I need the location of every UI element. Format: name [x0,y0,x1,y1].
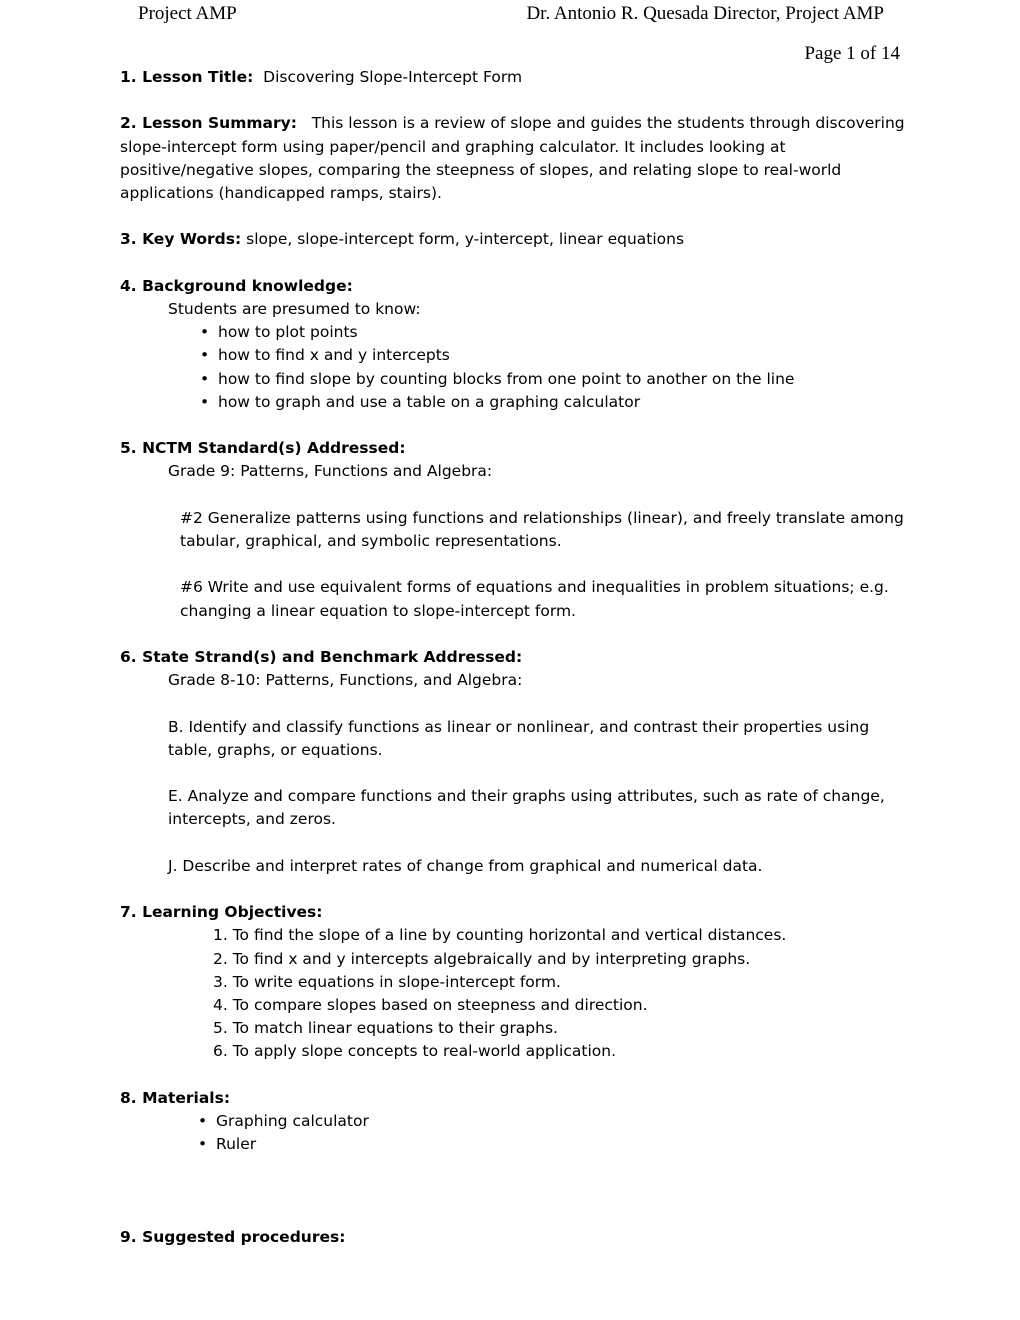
key-words-label: 3. Key Words: [120,230,242,249]
background-intro: Students are presumed to know: [168,299,421,318]
state-heading: 6. State Strand(s) and Benchmark Addressed: [120,647,523,666]
key-words-text: slope, slope-intercept form, y-intercept, linear equations [246,230,685,249]
list-item: • how to plot points [198,321,910,344]
objectives-list [120,924,910,1063]
benchmark-j: J. Describe and interpret rates of change from graphical and numerical data. [168,856,763,875]
list-item: • Ruler [196,1133,910,1156]
list-item: 3. To write equations in slope-intercept form. [213,972,561,991]
lesson-summary-text: This lesson is a review of slope and guides the students through discovering slope-intercept form using paper/pencil and graphing calculator. It includes looking at positive/negative slopes, comparing the steepness of slopes, and relating slope to real-world applications (handicapped ramps, stairs). [120,114,905,202]
document-body [120,66,910,1249]
list-item: 2. To find x and y intercepts algebraically and by interpreting graphs. [213,949,751,968]
list-item: 1. To find the slope of a line by counting horizontal and vertical distances. [213,926,787,945]
key-words [120,228,910,251]
background-heading: 4. Background knowledge: [120,276,353,295]
list-item: 5. To match linear equations to their graphs. [213,1019,558,1038]
list-item: 4. To compare slopes based on steepness and direction. [213,995,648,1014]
nctm-heading: 5. NCTM Standard(s) Addressed: [120,439,406,458]
benchmark-e: E. Analyze and compare functions and their graphs using attributes, such as rate of change, intercepts, and zeros. [168,787,885,829]
nctm-standard-6: #6 Write and use equivalent forms of equations and inequalities in problem situations; e.g. changing a linear equation to slope-intercept form. [180,578,889,620]
list-item: • how to find slope by counting blocks from one point to another on the line [198,368,910,391]
background-list [120,321,910,414]
page-number: Page 1 of 14 [804,43,900,64]
nctm-grade: Grade 9: Patterns, Functions and Algebra: [168,462,493,481]
header-project: Project AMP [138,3,237,24]
lesson-title-label: 1. Lesson Title: [120,68,254,86]
list-item: • how to graph and use a table on a graphing calculator [198,391,910,414]
lesson-title [120,66,910,89]
list-item: • how to find x and y intercepts [198,344,910,367]
lesson-summary-label: 2. Lesson Summary: [120,114,297,133]
nctm-standard-2: #2 Generalize patterns using functions and relationships (linear), and freely translate among tabular, graphical, and symbolic representations. [180,508,904,550]
materials-list [120,1110,910,1156]
lesson-summary [120,112,910,205]
procedures-heading: 9. Suggested procedures: [120,1227,346,1246]
materials-heading: 8. Materials: [120,1088,231,1107]
benchmark-b: B. Identify and classify functions as linear or nonlinear, and contrast their properties using table, graphs, or equations. [168,717,870,759]
state-grade: Grade 8-10: Patterns, Functions, and Algebra: [168,671,523,690]
header-director: Dr. Antonio R. Quesada Director, Project AMP [526,3,884,24]
objectives-heading: 7. Learning Objectives: [120,903,323,922]
lesson-title-text: Discovering Slope-Intercept Form [263,68,523,86]
list-item: • Graphing calculator [196,1110,910,1133]
list-item: 6. To apply slope concepts to real-world application. [213,1042,616,1061]
